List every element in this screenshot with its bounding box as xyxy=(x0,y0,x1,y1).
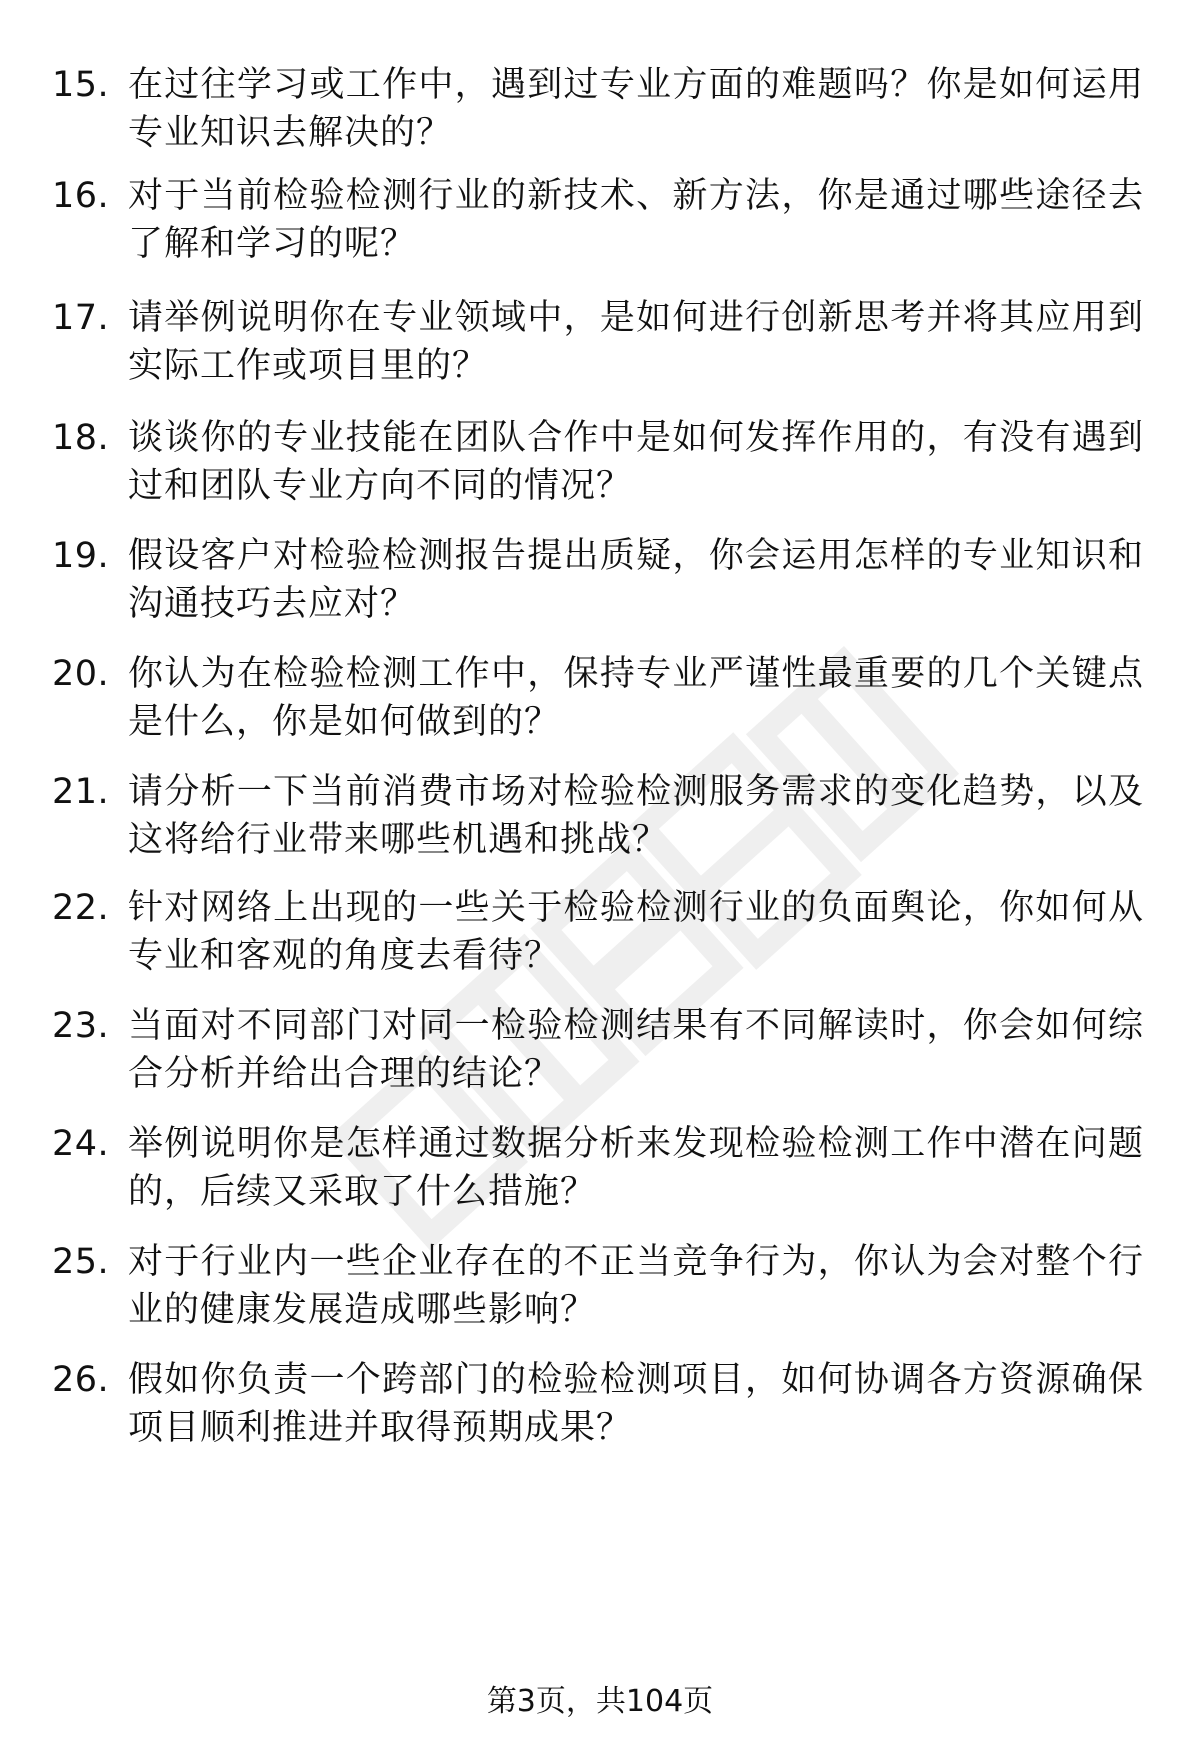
question-item xyxy=(52,61,1152,171)
question-number: 19. xyxy=(52,536,110,576)
question-item xyxy=(52,768,1152,878)
question-text: 请举例说明你在专业领域中，是如何进行创新思考并将其应用到实际工作或项目里的？ xyxy=(128,298,1144,386)
question-number: 21. xyxy=(52,772,110,812)
question-number: 26. xyxy=(52,1360,110,1400)
question-text: 针对网络上出现的一些关于检验检测行业的负面舆论，你如何从专业和客观的角度去看待？ xyxy=(128,888,1144,976)
question-number: 18. xyxy=(52,418,110,458)
question-item xyxy=(52,884,1152,994)
question-item xyxy=(52,532,1152,642)
question-text: 请分析一下当前消费市场对检验检测服务需求的变化趋势，以及这将给行业带来哪些机遇和挑战？ xyxy=(128,772,1144,860)
question-item xyxy=(52,1002,1152,1112)
question-item xyxy=(52,414,1152,524)
question-item xyxy=(52,650,1152,760)
question-text: 对于行业内一些企业存在的不正当竞争行为，你认为会对整个行业的健康发展造成哪些影响？ xyxy=(128,1242,1144,1330)
question-item xyxy=(52,1356,1152,1466)
question-text: 你认为在检验检测工作中，保持专业严谨性最重要的几个关键点是什么，你是如何做到的？ xyxy=(128,654,1144,742)
question-number: 15. xyxy=(52,65,110,105)
question-text: 假设客户对检验检测报告提出质疑，你会运用怎样的专业知识和沟通技巧去应对？ xyxy=(128,536,1144,624)
question-number: 17. xyxy=(52,298,110,338)
question-item xyxy=(52,294,1152,404)
question-item xyxy=(52,172,1152,282)
question-number: 16. xyxy=(52,176,110,216)
question-text: 对于当前检验检测行业的新技术、新方法，你是通过哪些途径去了解和学习的呢？ xyxy=(128,176,1144,264)
question-number: 22. xyxy=(52,888,110,928)
question-text: 在过往学习或工作中，遇到过专业方面的难题吗？你是如何运用专业知识去解决的？ xyxy=(128,65,1144,153)
question-text: 谈谈你的专业技能在团队合作中是如何发挥作用的，有没有遇到过和团队专业方向不同的情况？ xyxy=(128,418,1144,506)
question-number: 20. xyxy=(52,654,110,694)
question-number: 24. xyxy=(52,1124,110,1164)
question-item xyxy=(52,1120,1152,1230)
question-number: 25. xyxy=(52,1242,110,1282)
question-text: 假如你负责一个跨部门的检验检测项目，如何协调各方资源确保项目顺利推进并取得预期成果？ xyxy=(128,1360,1144,1448)
question-text: 举例说明你是怎样通过数据分析来发现检验检测工作中潜在问题的，后续又采取了什么措施？ xyxy=(128,1124,1144,1212)
question-text: 当面对不同部门对同一检验检测结果有不同解读时，你会如何综合分析并给出合理的结论？ xyxy=(128,1006,1144,1094)
page-number: 第3页，共104页 xyxy=(486,1684,714,1719)
question-item xyxy=(52,1238,1152,1348)
question-number: 23. xyxy=(52,1006,110,1046)
